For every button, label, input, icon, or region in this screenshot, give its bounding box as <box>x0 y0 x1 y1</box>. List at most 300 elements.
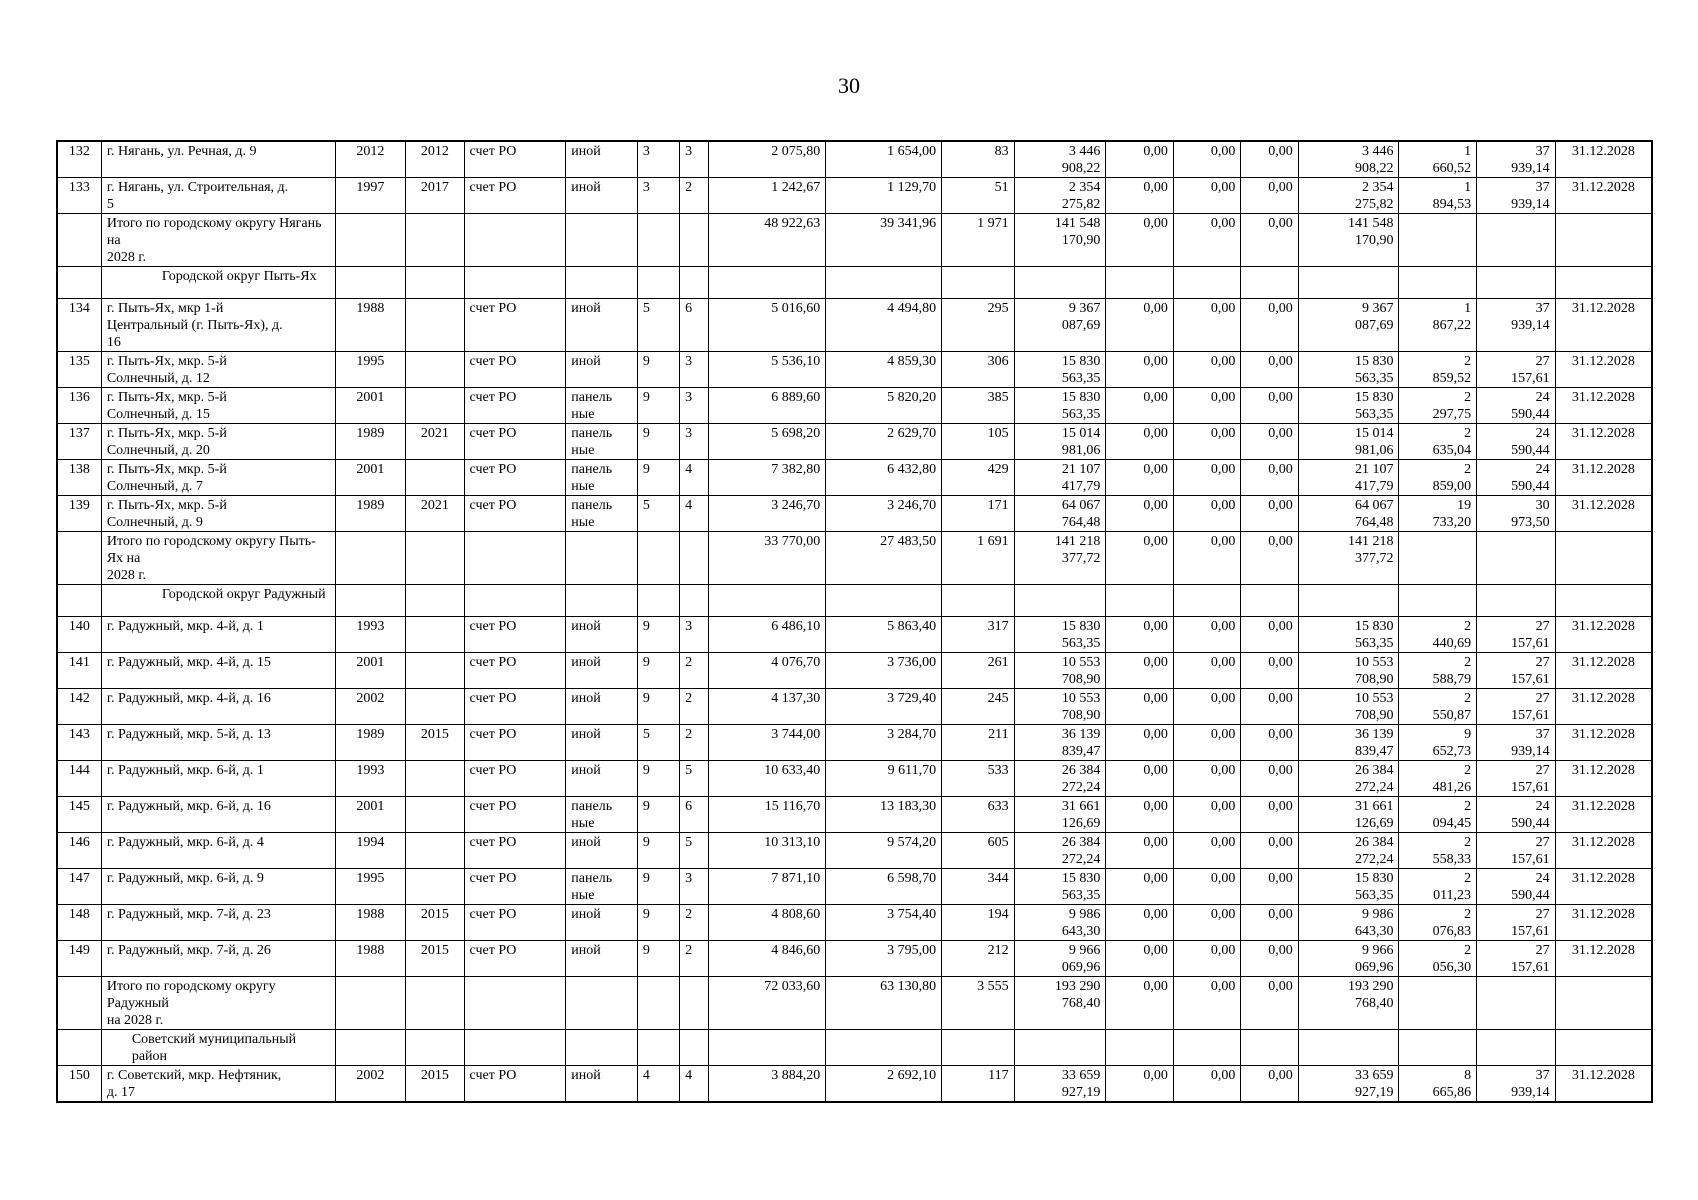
living-area-cell: 4 494,80 <box>826 299 942 352</box>
entrances-cell <box>680 977 709 1030</box>
residents-cell: 261 <box>942 653 1015 689</box>
empty-cell <box>1555 585 1652 617</box>
residents-cell: 105 <box>942 424 1015 460</box>
regional-funds-cell: 0,00 <box>1173 761 1241 797</box>
total-cost-cell: 15 830 563,35 <box>1014 388 1106 424</box>
unit-cost-cell: 2 481,26 <box>1399 761 1477 797</box>
address-cell: г. Радужный, мкр. 7-й, д. 23 <box>101 905 335 941</box>
max-unit-cost-cell: 24 590,44 <box>1477 869 1556 905</box>
subtotal-row <box>57 214 1652 267</box>
row-number: 132 <box>57 141 101 178</box>
entrances-cell: 2 <box>680 653 709 689</box>
regional-funds-cell: 0,00 <box>1173 388 1241 424</box>
residents-cell: 83 <box>942 141 1015 178</box>
year-built-cell: 1989 <box>335 496 406 532</box>
max-unit-cost-cell: 24 590,44 <box>1477 424 1556 460</box>
max-unit-cost-cell: 27 157,61 <box>1477 761 1556 797</box>
residents-cell: 3 555 <box>942 977 1015 1030</box>
regional-funds-cell: 0,00 <box>1173 141 1241 178</box>
year-repair-cell <box>406 460 464 496</box>
unit-cost-cell: 1 894,53 <box>1399 178 1477 214</box>
row-number <box>57 214 101 267</box>
completion-date-cell: 31.12.2028 <box>1555 141 1652 178</box>
fund-method-cell: счет РО <box>464 905 566 941</box>
municipal-funds-cell: 0,00 <box>1241 352 1298 388</box>
wall-material-cell: иной <box>566 689 638 725</box>
floors-cell: 5 <box>637 299 679 352</box>
total-cost-cell: 15 830 563,35 <box>1014 869 1106 905</box>
unit-cost-cell <box>1399 214 1477 267</box>
floors-cell: 9 <box>637 761 679 797</box>
total-area-cell: 15 116,70 <box>709 797 826 833</box>
total-area-cell: 4 137,30 <box>709 689 826 725</box>
floors-cell: 9 <box>637 653 679 689</box>
table-row <box>57 869 1652 905</box>
fund-method-cell: счет РО <box>464 797 566 833</box>
completion-date-cell: 31.12.2028 <box>1555 797 1652 833</box>
federal-funds-cell: 0,00 <box>1106 833 1174 869</box>
empty-cell <box>942 585 1015 617</box>
year-repair-cell <box>406 833 464 869</box>
year-built-cell: 1988 <box>335 905 406 941</box>
total-area-cell: 4 808,60 <box>709 905 826 941</box>
year-repair-cell <box>406 869 464 905</box>
unit-cost-cell: 9 652,73 <box>1399 725 1477 761</box>
year-built-cell <box>335 977 406 1030</box>
owner-funds-cell: 26 384 272,24 <box>1298 833 1399 869</box>
completion-date-cell <box>1555 977 1652 1030</box>
fund-method-cell: счет РО <box>464 388 566 424</box>
address-cell: г. Радужный, мкр. 4-й, д. 16 <box>101 689 335 725</box>
entrances-cell: 3 <box>680 388 709 424</box>
living-area-cell: 39 341,96 <box>826 214 942 267</box>
floors-cell: 9 <box>637 941 679 977</box>
empty-cell <box>1399 1030 1477 1066</box>
completion-date-cell: 31.12.2028 <box>1555 424 1652 460</box>
fund-method-cell: счет РО <box>464 725 566 761</box>
year-built-cell: 1994 <box>335 833 406 869</box>
entrances-cell: 3 <box>680 352 709 388</box>
residents-cell: 605 <box>942 833 1015 869</box>
fund-method-cell: счет РО <box>464 869 566 905</box>
empty-cell <box>406 585 464 617</box>
empty-cell <box>1173 267 1241 299</box>
year-built-cell: 2001 <box>335 388 406 424</box>
unit-cost-cell: 2 297,75 <box>1399 388 1477 424</box>
address-cell: г. Радужный, мкр. 6-й, д. 16 <box>101 797 335 833</box>
total-cost-cell: 3 446 908,22 <box>1014 141 1106 178</box>
owner-funds-cell: 10 553 708,90 <box>1298 689 1399 725</box>
regional-funds-cell: 0,00 <box>1173 833 1241 869</box>
address-cell: г. Радужный, мкр. 5-й, д. 13 <box>101 725 335 761</box>
federal-funds-cell: 0,00 <box>1106 761 1174 797</box>
empty-cell <box>637 1030 679 1066</box>
living-area-cell: 3 754,40 <box>826 905 942 941</box>
unit-cost-cell: 2 859,00 <box>1399 460 1477 496</box>
owner-funds-cell: 31 661 126,69 <box>1298 797 1399 833</box>
total-area-cell: 7 382,80 <box>709 460 826 496</box>
unit-cost-cell: 1 867,22 <box>1399 299 1477 352</box>
municipal-funds-cell: 0,00 <box>1241 141 1298 178</box>
floors-cell: 9 <box>637 905 679 941</box>
wall-material-cell: иной <box>566 725 638 761</box>
living-area-cell: 2 629,70 <box>826 424 942 460</box>
residents-cell: 212 <box>942 941 1015 977</box>
entrances-cell <box>680 532 709 585</box>
residents-cell: 1 971 <box>942 214 1015 267</box>
floors-cell: 9 <box>637 424 679 460</box>
municipal-funds-cell: 0,00 <box>1241 941 1298 977</box>
municipal-funds-cell: 0,00 <box>1241 725 1298 761</box>
total-area-cell: 1 242,67 <box>709 178 826 214</box>
total-area-cell: 4 846,60 <box>709 941 826 977</box>
table-row <box>57 725 1652 761</box>
federal-funds-cell: 0,00 <box>1106 141 1174 178</box>
max-unit-cost-cell: 27 157,61 <box>1477 653 1556 689</box>
empty-cell <box>1298 1030 1399 1066</box>
row-number <box>57 977 101 1030</box>
federal-funds-cell: 0,00 <box>1106 214 1174 267</box>
total-area-cell: 3 884,20 <box>709 1066 826 1103</box>
year-repair-cell <box>406 797 464 833</box>
empty-cell <box>1173 1030 1241 1066</box>
entrances-cell: 4 <box>680 460 709 496</box>
living-area-cell: 3 284,70 <box>826 725 942 761</box>
empty-cell <box>57 267 101 299</box>
empty-cell <box>1555 267 1652 299</box>
empty-cell <box>335 1030 406 1066</box>
regional-funds-cell: 0,00 <box>1173 299 1241 352</box>
owner-funds-cell: 10 553 708,90 <box>1298 653 1399 689</box>
row-number: 150 <box>57 1066 101 1103</box>
municipal-funds-cell: 0,00 <box>1241 869 1298 905</box>
empty-cell <box>464 585 566 617</box>
empty-cell <box>826 1030 942 1066</box>
living-area-cell: 9 611,70 <box>826 761 942 797</box>
regional-funds-cell: 0,00 <box>1173 941 1241 977</box>
total-cost-cell: 193 290 768,40 <box>1014 977 1106 1030</box>
year-built-cell: 1988 <box>335 941 406 977</box>
completion-date-cell: 31.12.2028 <box>1555 689 1652 725</box>
table-row <box>57 905 1652 941</box>
total-cost-cell: 15 830 563,35 <box>1014 617 1106 653</box>
total-area-cell: 4 076,70 <box>709 653 826 689</box>
floors-cell: 4 <box>637 1066 679 1103</box>
year-built-cell: 2001 <box>335 797 406 833</box>
year-repair-cell: 2015 <box>406 1066 464 1103</box>
regional-funds-cell: 0,00 <box>1173 352 1241 388</box>
empty-cell <box>1477 585 1556 617</box>
address-cell: г. Пыть-Ях, мкр 1-й Центральный (г. Пыть-Ях), д. 16 <box>101 299 335 352</box>
entrances-cell <box>680 214 709 267</box>
owner-funds-cell: 21 107 417,79 <box>1298 460 1399 496</box>
year-built-cell <box>335 532 406 585</box>
federal-funds-cell: 0,00 <box>1106 424 1174 460</box>
federal-funds-cell: 0,00 <box>1106 689 1174 725</box>
max-unit-cost-cell: 37 939,14 <box>1477 725 1556 761</box>
total-cost-cell: 31 661 126,69 <box>1014 797 1106 833</box>
living-area-cell: 3 246,70 <box>826 496 942 532</box>
fund-method-cell: счет РО <box>464 941 566 977</box>
completion-date-cell: 31.12.2028 <box>1555 178 1652 214</box>
fund-method-cell <box>464 214 566 267</box>
regional-funds-cell: 0,00 <box>1173 869 1241 905</box>
address-cell: г. Радужный, мкр. 7-й, д. 26 <box>101 941 335 977</box>
total-cost-cell: 26 384 272,24 <box>1014 833 1106 869</box>
total-cost-cell: 2 354 275,82 <box>1014 178 1106 214</box>
empty-cell <box>1477 267 1556 299</box>
empty-cell <box>406 267 464 299</box>
max-unit-cost-cell: 27 157,61 <box>1477 352 1556 388</box>
empty-cell <box>1014 1030 1106 1066</box>
empty-cell <box>57 1030 101 1066</box>
owner-funds-cell: 9 367 087,69 <box>1298 299 1399 352</box>
residents-cell: 306 <box>942 352 1015 388</box>
federal-funds-cell: 0,00 <box>1106 352 1174 388</box>
page-number: 30 <box>838 73 860 98</box>
year-built-cell: 1993 <box>335 617 406 653</box>
empty-cell <box>566 1030 638 1066</box>
municipal-funds-cell: 0,00 <box>1241 797 1298 833</box>
fund-method-cell: счет РО <box>464 833 566 869</box>
living-area-cell: 27 483,50 <box>826 532 942 585</box>
entrances-cell: 2 <box>680 941 709 977</box>
empty-cell <box>1173 585 1241 617</box>
completion-date-cell: 31.12.2028 <box>1555 496 1652 532</box>
year-repair-cell: 2017 <box>406 178 464 214</box>
wall-material-cell: иной <box>566 299 638 352</box>
residents-cell: 51 <box>942 178 1015 214</box>
address-cell: г. Радужный, мкр. 4-й, д. 15 <box>101 653 335 689</box>
regional-funds-cell: 0,00 <box>1173 460 1241 496</box>
row-number: 145 <box>57 797 101 833</box>
floors-cell: 9 <box>637 352 679 388</box>
empty-cell <box>637 585 679 617</box>
federal-funds-cell: 0,00 <box>1106 460 1174 496</box>
address-cell: г. Пыть-Ях, мкр. 5-й Солнечный, д. 12 <box>101 352 335 388</box>
table-row <box>57 424 1652 460</box>
owner-funds-cell: 64 067 764,48 <box>1298 496 1399 532</box>
row-number: 147 <box>57 869 101 905</box>
wall-material-cell: иной <box>566 141 638 178</box>
address-cell: г. Пыть-Ях, мкр. 5-й Солнечный, д. 20 <box>101 424 335 460</box>
max-unit-cost-cell <box>1477 532 1556 585</box>
address-cell: г. Радужный, мкр. 4-й, д. 1 <box>101 617 335 653</box>
owner-funds-cell: 33 659 927,19 <box>1298 1066 1399 1103</box>
total-area-cell: 2 075,80 <box>709 141 826 178</box>
empty-cell <box>680 267 709 299</box>
unit-cost-cell <box>1399 977 1477 1030</box>
total-cost-cell: 9 966 069,96 <box>1014 941 1106 977</box>
completion-date-cell: 31.12.2028 <box>1555 653 1652 689</box>
year-built-cell: 2002 <box>335 689 406 725</box>
max-unit-cost-cell: 24 590,44 <box>1477 388 1556 424</box>
residents-cell: 317 <box>942 617 1015 653</box>
floors-cell: 5 <box>637 725 679 761</box>
federal-funds-cell: 0,00 <box>1106 905 1174 941</box>
address-cell: г. Радужный, мкр. 6-й, д. 4 <box>101 833 335 869</box>
table-row <box>57 689 1652 725</box>
floors-cell: 9 <box>637 797 679 833</box>
year-built-cell: 2001 <box>335 653 406 689</box>
fund-method-cell <box>464 977 566 1030</box>
living-area-cell: 5 863,40 <box>826 617 942 653</box>
floors-cell: 5 <box>637 496 679 532</box>
year-built-cell: 2012 <box>335 141 406 178</box>
federal-funds-cell: 0,00 <box>1106 653 1174 689</box>
total-area-cell: 3 246,70 <box>709 496 826 532</box>
municipal-funds-cell: 0,00 <box>1241 905 1298 941</box>
table-row <box>57 761 1652 797</box>
unit-cost-cell: 2 056,30 <box>1399 941 1477 977</box>
empty-cell <box>1014 585 1106 617</box>
empty-cell <box>1106 585 1174 617</box>
municipal-funds-cell: 0,00 <box>1241 689 1298 725</box>
floors-cell: 9 <box>637 617 679 653</box>
address-cell: г. Пыть-Ях, мкр. 5-й Солнечный, д. 9 <box>101 496 335 532</box>
entrances-cell: 3 <box>680 869 709 905</box>
living-area-cell: 5 820,20 <box>826 388 942 424</box>
floors-cell <box>637 214 679 267</box>
owner-funds-cell: 3 446 908,22 <box>1298 141 1399 178</box>
regional-funds-cell: 0,00 <box>1173 178 1241 214</box>
regional-funds-cell: 0,00 <box>1173 797 1241 833</box>
max-unit-cost-cell: 37 939,14 <box>1477 178 1556 214</box>
section-title: Городской округ Радужный <box>101 585 335 617</box>
building-registry-table <box>56 140 1653 1103</box>
regional-funds-cell: 0,00 <box>1173 532 1241 585</box>
completion-date-cell: 31.12.2028 <box>1555 1066 1652 1103</box>
empty-cell <box>464 267 566 299</box>
row-number: 149 <box>57 941 101 977</box>
floors-cell: 9 <box>637 833 679 869</box>
fund-method-cell: счет РО <box>464 178 566 214</box>
empty-cell <box>1555 1030 1652 1066</box>
unit-cost-cell: 2 558,33 <box>1399 833 1477 869</box>
empty-cell <box>1106 1030 1174 1066</box>
living-area-cell: 3 736,00 <box>826 653 942 689</box>
federal-funds-cell: 0,00 <box>1106 1066 1174 1103</box>
floors-cell <box>637 977 679 1030</box>
wall-material-cell: иной <box>566 352 638 388</box>
floors-cell <box>637 532 679 585</box>
year-repair-cell <box>406 532 464 585</box>
wall-material-cell: панель ные <box>566 869 638 905</box>
year-built-cell: 1997 <box>335 178 406 214</box>
residents-cell: 194 <box>942 905 1015 941</box>
entrances-cell: 3 <box>680 617 709 653</box>
year-repair-cell: 2021 <box>406 424 464 460</box>
fund-method-cell <box>464 532 566 585</box>
total-cost-cell: 64 067 764,48 <box>1014 496 1106 532</box>
table-row <box>57 460 1652 496</box>
municipal-funds-cell: 0,00 <box>1241 460 1298 496</box>
residents-cell: 211 <box>942 725 1015 761</box>
empty-cell <box>1399 585 1477 617</box>
year-repair-cell: 2012 <box>406 141 464 178</box>
fund-method-cell: счет РО <box>464 617 566 653</box>
year-built-cell: 1995 <box>335 352 406 388</box>
unit-cost-cell: 2 635,04 <box>1399 424 1477 460</box>
entrances-cell: 4 <box>680 1066 709 1103</box>
empty-cell <box>406 1030 464 1066</box>
owner-funds-cell: 141 548 170,90 <box>1298 214 1399 267</box>
municipal-funds-cell: 0,00 <box>1241 424 1298 460</box>
municipal-funds-cell: 0,00 <box>1241 299 1298 352</box>
empty-cell <box>709 585 826 617</box>
regional-funds-cell: 0,00 <box>1173 725 1241 761</box>
completion-date-cell: 31.12.2028 <box>1555 352 1652 388</box>
floors-cell: 9 <box>637 689 679 725</box>
section-title: Советский муниципальный район <box>101 1030 335 1066</box>
total-cost-cell: 26 384 272,24 <box>1014 761 1106 797</box>
empty-cell <box>1106 267 1174 299</box>
entrances-cell: 5 <box>680 761 709 797</box>
floors-cell: 9 <box>637 460 679 496</box>
owner-funds-cell: 193 290 768,40 <box>1298 977 1399 1030</box>
completion-date-cell: 31.12.2028 <box>1555 460 1652 496</box>
empty-cell <box>1241 1030 1298 1066</box>
fund-method-cell: счет РО <box>464 299 566 352</box>
completion-date-cell: 31.12.2028 <box>1555 761 1652 797</box>
row-number: 137 <box>57 424 101 460</box>
regional-funds-cell: 0,00 <box>1173 1066 1241 1103</box>
max-unit-cost-cell: 27 157,61 <box>1477 833 1556 869</box>
wall-material-cell: панель ные <box>566 460 638 496</box>
table-row <box>57 496 1652 532</box>
living-area-cell: 6 432,80 <box>826 460 942 496</box>
row-number: 139 <box>57 496 101 532</box>
wall-material-cell <box>566 214 638 267</box>
total-cost-cell: 9 367 087,69 <box>1014 299 1106 352</box>
total-area-cell: 48 922,63 <box>709 214 826 267</box>
regional-funds-cell: 0,00 <box>1173 496 1241 532</box>
max-unit-cost-cell <box>1477 214 1556 267</box>
federal-funds-cell: 0,00 <box>1106 725 1174 761</box>
address-cell: г. Радужный, мкр. 6-й, д. 9 <box>101 869 335 905</box>
completion-date-cell <box>1555 214 1652 267</box>
year-built-cell: 2002 <box>335 1066 406 1103</box>
year-built-cell: 1989 <box>335 725 406 761</box>
living-area-cell: 63 130,80 <box>826 977 942 1030</box>
max-unit-cost-cell: 24 590,44 <box>1477 460 1556 496</box>
wall-material-cell: иной <box>566 941 638 977</box>
entrances-cell: 4 <box>680 496 709 532</box>
wall-material-cell: панель ные <box>566 797 638 833</box>
empty-cell <box>709 267 826 299</box>
total-area-cell: 7 871,10 <box>709 869 826 905</box>
wall-material-cell: иной <box>566 1066 638 1103</box>
municipal-funds-cell: 0,00 <box>1241 178 1298 214</box>
federal-funds-cell: 0,00 <box>1106 797 1174 833</box>
address-cell: г. Нягань, ул. Строительная, д. 5 <box>101 178 335 214</box>
year-repair-cell <box>406 388 464 424</box>
year-built-cell <box>335 214 406 267</box>
address-cell: г. Советский, мкр. Нефтяник, д. 17 <box>101 1066 335 1103</box>
empty-cell <box>57 585 101 617</box>
total-cost-cell: 141 548 170,90 <box>1014 214 1106 267</box>
owner-funds-cell: 141 218 377,72 <box>1298 532 1399 585</box>
fund-method-cell: счет РО <box>464 689 566 725</box>
address-cell: г. Пыть-Ях, мкр. 5-й Солнечный, д. 7 <box>101 460 335 496</box>
residents-cell: 117 <box>942 1066 1015 1103</box>
subtotal-label: Итого по городскому округу Пыть-Ях на 2028 г. <box>101 532 335 585</box>
municipal-funds-cell: 0,00 <box>1241 532 1298 585</box>
entrances-cell: 2 <box>680 689 709 725</box>
regional-funds-cell: 0,00 <box>1173 617 1241 653</box>
regional-funds-cell: 0,00 <box>1173 653 1241 689</box>
table-row <box>57 1066 1652 1103</box>
